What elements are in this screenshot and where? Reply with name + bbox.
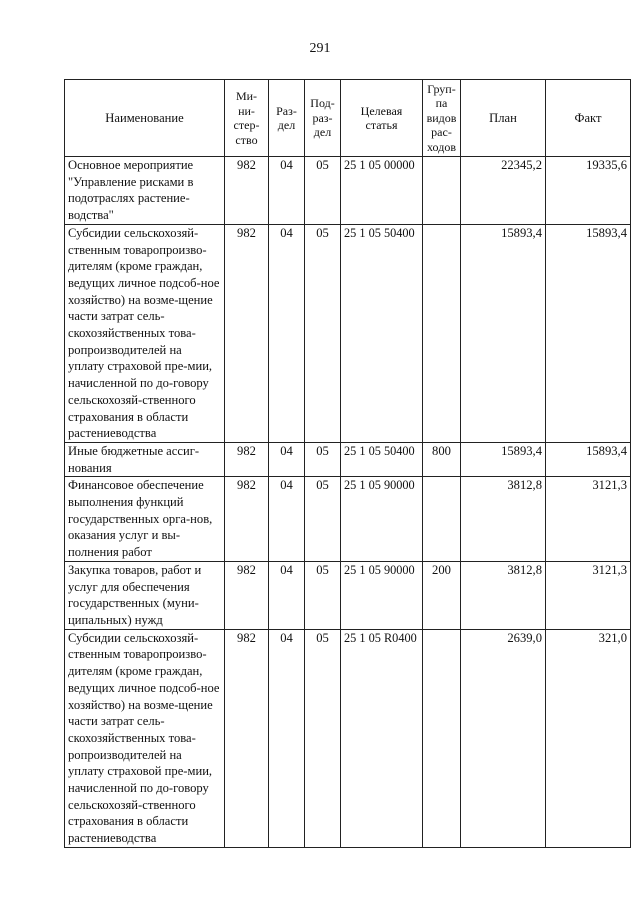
row-expense-group [423, 224, 461, 442]
row-section: 04 [269, 157, 305, 225]
header-section [269, 80, 305, 157]
row-name: Иные бюджетные ассиг-нования [65, 442, 225, 476]
row-name: Субсидии сельскохозяй-ственным товаропроизво-дителям (кроме граждан, ведущих личное подсоб-ное хозяйство) на возме-щение части затрат сель-скохозяйственных това-ропроизводителей на уплату страховой пре-мии, начисленной по до-говору сельскохозяй-ственного страхования в области растениеводства [65, 224, 225, 442]
row-section: 04 [269, 477, 305, 562]
row-ministry: 982 [225, 157, 269, 225]
row-plan: 2639,0 [461, 629, 546, 847]
header-name: Наименование [65, 80, 225, 157]
header-section-text: Раз- дел [276, 103, 297, 132]
header-row [65, 80, 631, 157]
row-target: 25 1 05 R0400 [341, 629, 423, 847]
row-target: 25 1 05 90000 [341, 477, 423, 562]
header-target-text: Целевая статья [360, 103, 403, 132]
row-target: 25 1 05 00000 [341, 157, 423, 225]
header-expense-group-text: Груп- па видов рас- ходов [426, 81, 457, 154]
header-ministry [225, 80, 269, 157]
header-subsection-text: Под- раз- дел [310, 96, 335, 140]
row-subsection: 05 [305, 224, 341, 442]
row-subsection: 05 [305, 442, 341, 476]
header-expense-group [423, 80, 461, 157]
row-expense-group: 800 [423, 442, 461, 476]
header-subsection [305, 80, 341, 157]
row-ministry: 982 [225, 224, 269, 442]
row-subsection: 05 [305, 561, 341, 629]
row-section: 04 [269, 561, 305, 629]
row-section: 04 [269, 629, 305, 847]
table-row [65, 629, 631, 847]
table-row [65, 561, 631, 629]
table-row [65, 224, 631, 442]
row-ministry: 982 [225, 477, 269, 562]
row-plan: 15893,4 [461, 224, 546, 442]
header-fact: Факт [546, 80, 631, 157]
row-plan: 3812,8 [461, 561, 546, 629]
row-plan: 15893,4 [461, 442, 546, 476]
row-plan: 22345,2 [461, 157, 546, 225]
row-section: 04 [269, 224, 305, 442]
row-expense-group [423, 157, 461, 225]
row-subsection: 05 [305, 477, 341, 562]
table-row [65, 157, 631, 225]
table-row [65, 477, 631, 562]
row-name: Финансовое обеспечение выполнения функций государственных орга-нов, оказания услуг и вы-полнения работ [65, 477, 225, 562]
row-target: 25 1 05 90000 [341, 561, 423, 629]
row-fact: 321,0 [546, 629, 631, 847]
row-fact: 3121,3 [546, 477, 631, 562]
row-expense-group [423, 629, 461, 847]
row-ministry: 982 [225, 629, 269, 847]
row-subsection: 05 [305, 629, 341, 847]
row-target: 25 1 05 50400 [341, 442, 423, 476]
header-plan: План [461, 80, 546, 157]
row-fact: 15893,4 [546, 442, 631, 476]
row-name: Субсидии сельскохозяй-ственным товаропроизво-дителям (кроме граждан, ведущих личное подсоб-ное хозяйство) на возме-щение части затрат сель-скохозяйственных това-ропроизводителей на уплату страховой пре-мии, начисленной по до-говору сельскохозяй-ственного страхования в области растениеводства [65, 629, 225, 847]
row-target: 25 1 05 50400 [341, 224, 423, 442]
row-subsection: 05 [305, 157, 341, 225]
row-fact: 19335,6 [546, 157, 631, 225]
row-plan: 3812,8 [461, 477, 546, 562]
budget-table [64, 79, 631, 848]
row-ministry: 982 [225, 561, 269, 629]
row-section: 04 [269, 442, 305, 476]
row-expense-group: 200 [423, 561, 461, 629]
row-ministry: 982 [225, 442, 269, 476]
page-number: 291 [309, 41, 331, 56]
header-ministry-text: Ми- ни- стер- ство [233, 89, 260, 147]
row-fact: 15893,4 [546, 224, 631, 442]
header-target [341, 80, 423, 157]
row-name: Основное мероприятие "Управление рисками в подотраслях растение-водства" [65, 157, 225, 225]
table-row [65, 442, 631, 476]
row-fact: 3121,3 [546, 561, 631, 629]
row-expense-group [423, 477, 461, 562]
row-name: Закупка товаров, работ и услуг для обеспечения государственных (муни-ципальных) нужд [65, 561, 225, 629]
